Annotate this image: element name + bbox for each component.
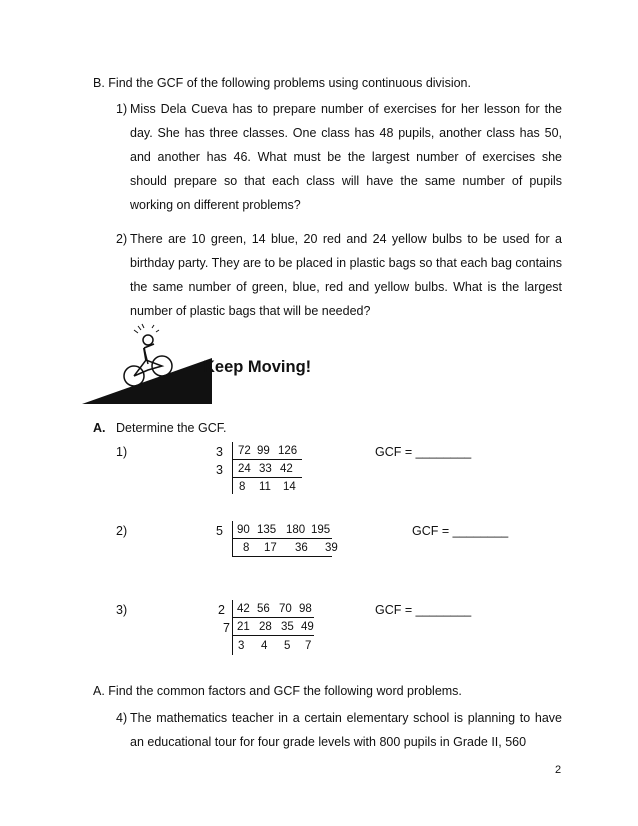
item-3-cell: 56 xyxy=(257,603,270,615)
item-1-underline-2 xyxy=(232,477,302,478)
item-2-cell: 17 xyxy=(264,542,277,554)
item-1-number: 1) xyxy=(116,445,128,459)
item-3-cell: 21 xyxy=(237,621,250,633)
item-3-underline-1 xyxy=(232,617,314,618)
item-1-cell: 126 xyxy=(278,445,298,457)
section-a-heading: Determine the GCF. xyxy=(116,421,227,435)
item-1-cell: 42 xyxy=(280,463,293,475)
item-3-cell: 35 xyxy=(281,621,294,633)
problem-4-text: The mathematics teacher in a certain elementary school is planning to have an educational tour for four grade levels with 800 pupils in Grade II, 560 xyxy=(130,711,562,749)
section-a-letter: A. xyxy=(93,421,106,435)
item-2-underline-2 xyxy=(232,556,332,557)
item-1-cell: 24 xyxy=(238,463,251,475)
item-3-cell: 5 xyxy=(284,640,291,652)
item-1-cell: 99 xyxy=(257,445,270,457)
item-2-number: 2) xyxy=(116,524,128,538)
item-2-cell: 90 xyxy=(237,524,250,536)
item-2-divisor-1: 5 xyxy=(216,524,223,538)
item-3-division-bar xyxy=(232,600,233,655)
problem-1-text: Miss Dela Cueva has to prepare number of exercises for her lesson for the day. She has three classes. One class has 48 pupils, another class has 50, and another has 46. What must be the largest number of exercises she should prepare so that each class will have the same number of pupils working on different problems? xyxy=(130,102,562,212)
problem-1-number: 1) xyxy=(116,102,128,116)
item-2-cell: 180 xyxy=(286,524,306,536)
section-a2-heading: A. Find the common factors and GCF the following word problems. xyxy=(93,684,462,698)
item-3-divisor-1: 2 xyxy=(218,603,225,617)
problem-2-number: 2) xyxy=(116,232,128,246)
item-3-cell: 42 xyxy=(237,603,250,615)
keep-moving-title: Keep Moving! xyxy=(203,358,312,376)
item-3-cell: 49 xyxy=(301,621,314,633)
item-2-gcf-blank[interactable]: GCF = ________ xyxy=(412,524,509,538)
page-number: 2 xyxy=(555,764,562,776)
item-2-division-bar xyxy=(232,521,233,557)
item-2-underline-1 xyxy=(232,538,332,539)
item-2-cell: 36 xyxy=(295,542,308,554)
item-1-cell: 72 xyxy=(238,445,251,457)
item-3-cell: 3 xyxy=(238,640,245,652)
item-1-cell: 14 xyxy=(283,481,296,493)
section-b-heading: B. Find the GCF of the following problems using continuous division. xyxy=(93,76,471,90)
cyclist-uphill-icon xyxy=(82,318,212,408)
item-3-cell: 98 xyxy=(299,603,312,615)
item-1-gcf-blank[interactable]: GCF = ________ xyxy=(375,445,472,459)
problem-4-number: 4) xyxy=(116,711,128,725)
item-1-divisor-2: 3 xyxy=(216,463,223,477)
item-3-cell: 28 xyxy=(259,621,272,633)
item-1-division-bar xyxy=(232,442,233,494)
item-1-cell: 8 xyxy=(239,481,246,493)
item-3-divisor-2: 7 xyxy=(223,621,230,635)
item-3-number: 3) xyxy=(116,603,128,617)
item-2-cell: 195 xyxy=(311,524,331,536)
item-2-cell: 8 xyxy=(243,542,250,554)
item-1-divisor-1: 3 xyxy=(216,445,223,459)
problem-2-text: There are 10 green, 14 blue, 20 red and 24 yellow bulbs to be used for a birthday party. They are to be placed in plastic bags so that each bag contains the same number of green, blue, red and yellow bulbs. What is the largest number of plastic bags that will be needed? xyxy=(130,232,562,318)
item-3-cell: 4 xyxy=(261,640,268,652)
item-1-cell: 33 xyxy=(259,463,272,475)
item-2-cell: 39 xyxy=(325,542,338,554)
item-3-gcf-blank[interactable]: GCF = ________ xyxy=(375,603,472,617)
item-1-cell: 11 xyxy=(259,481,271,493)
item-2-cell: 135 xyxy=(257,524,277,536)
item-1-underline-1 xyxy=(232,459,302,460)
item-3-cell: 7 xyxy=(305,640,312,652)
item-3-cell: 70 xyxy=(279,603,292,615)
item-3-underline-2 xyxy=(232,635,314,636)
